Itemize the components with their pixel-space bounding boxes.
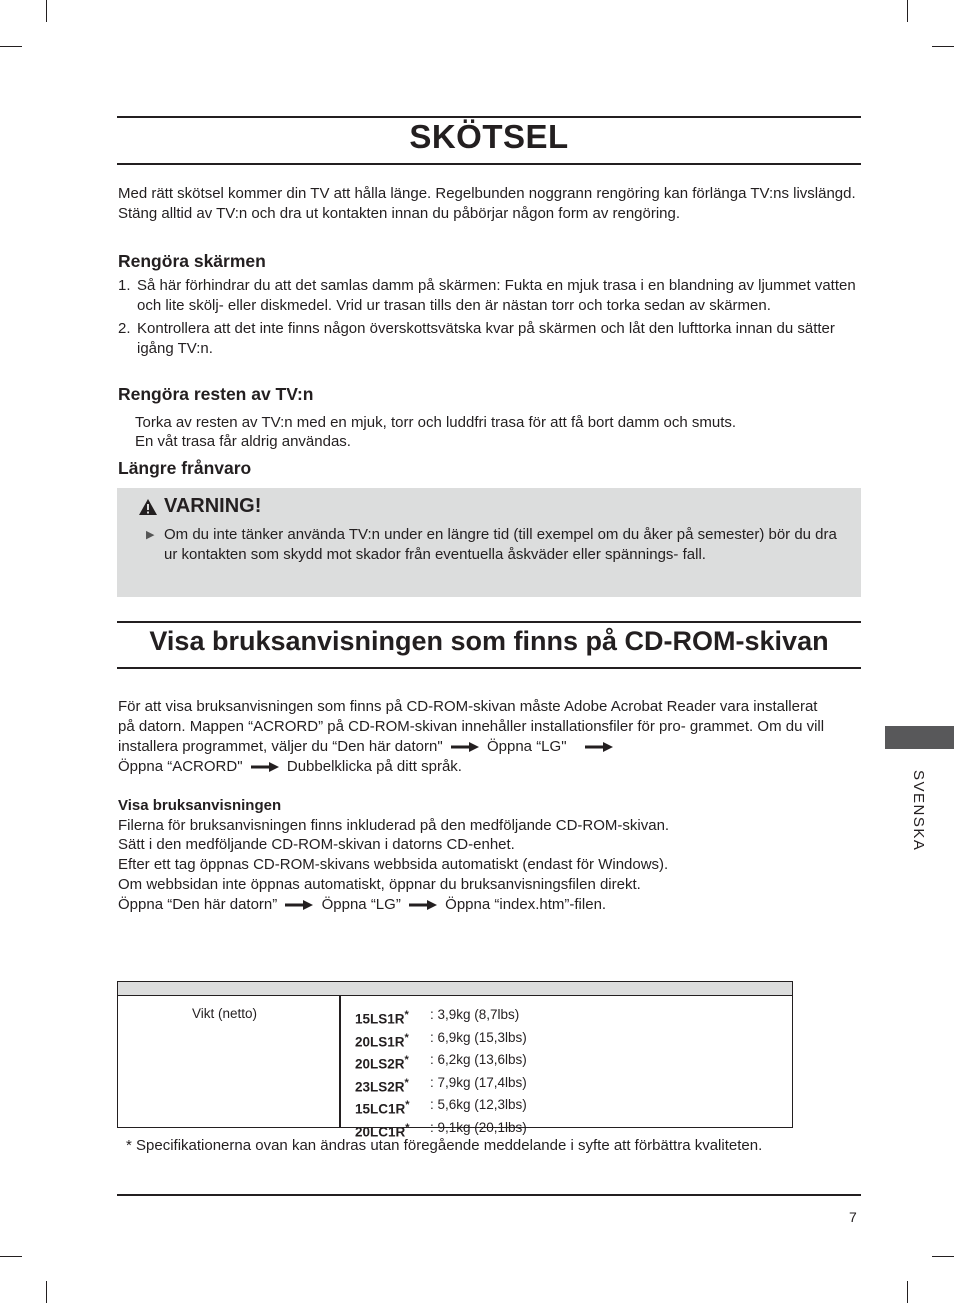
spec-value: : 3,9kg (8,7lbs)	[430, 1007, 520, 1022]
page-number: 7	[849, 1209, 857, 1225]
list-item-number: 1.	[118, 277, 131, 294]
crop-mark	[46, 1281, 47, 1303]
spec-model: 20LS2R*	[355, 1054, 409, 1072]
manual-path	[118, 895, 606, 915]
cdrom-install-paragraph	[118, 697, 838, 777]
install-text: För att visa bruksanvisningen som finns på CD-ROM-skivan måste Adobe Acrobat Reader vara installerat på datorn. Mappen “ACRORD” på CD-ROM-skivan innehåller installationsfiler för pro- grammet. Om du vill installera programmet, väljer du “Den här datorn"	[118, 698, 825, 755]
screen-steps-list	[118, 276, 863, 362]
list-item-text: Kontrollera att det inte finns någon överskottsvätska kvar på skärmen och låt den lufttorka innan du sätter igång TV:n.	[137, 320, 835, 357]
list-item	[118, 319, 863, 359]
crop-mark	[46, 0, 47, 22]
absence-heading: Längre frånvaro	[118, 458, 252, 478]
crop-mark	[907, 0, 908, 22]
spec-rows	[355, 1006, 527, 1141]
footer-rule	[117, 1194, 861, 1196]
manual-line: Sätt i den medföljande CD-ROM-skivan i datorns CD-enhet.	[118, 836, 515, 853]
arrow-right-icon	[409, 900, 437, 910]
spec-table	[117, 981, 793, 1139]
spec-model: 23LS2R*	[355, 1076, 409, 1094]
crop-mark	[0, 46, 22, 47]
spec-value: : 6,2kg (13,6lbs)	[430, 1052, 527, 1067]
path-step: Öppna “LG”	[321, 896, 401, 913]
list-item-number: 2.	[118, 320, 131, 337]
rest-line-2: En våt trasa får aldrig användas.	[135, 433, 351, 450]
list-item-text: Så här förhindrar du att det samlas damm på skärmen: Fukta en mjuk trasa i en blandning av ljummet vatten och lite skölj- eller diskmedel. Vrid ur trasan tills den är nästan torr och torka sedan av skärmen.	[137, 277, 856, 314]
path-step: Öppna “Den här datorn”	[118, 896, 278, 913]
spec-footnote: * Specifikationerna ovan kan ändras utan föregående meddelande i syfte att förbättra kvaliteten.	[126, 1137, 763, 1154]
table-row	[355, 1096, 527, 1119]
bullet-triangle-icon: ▶	[146, 529, 155, 541]
spec-table-divider	[339, 995, 341, 1127]
spec-label: Vikt (netto)	[192, 1006, 258, 1021]
crop-mark	[0, 1256, 22, 1257]
list-item	[118, 276, 863, 316]
table-row	[355, 1006, 527, 1029]
language-label: SVENSKA	[910, 770, 927, 852]
screen-heading: Rengöra skärmen	[118, 251, 266, 271]
spec-value: : 7,9kg (17,4lbs)	[430, 1074, 527, 1090]
table-row	[355, 1074, 527, 1097]
cdrom-top-rule	[117, 621, 861, 623]
warning-title-text: VARNING!	[164, 495, 262, 517]
manual-line: Efter ett tag öppnas CD-ROM-skivans webbsida automatiskt (endast för Windows).	[118, 856, 669, 873]
warning-triangle-icon	[138, 498, 158, 516]
spec-model: 20LS1R*	[355, 1031, 409, 1049]
warning-text: Om du inte tänker använda TV:n under en längre tid (till exempel om du åker på semester) bör du dra ur kontakten som skydd mot skador från eventuella åskväder eller spännings- fall.	[164, 526, 837, 563]
title-bottom-rule	[117, 163, 861, 165]
arrow-right-icon	[285, 900, 313, 910]
spec-model: 20LC1R*	[355, 1121, 410, 1139]
path-step: Öppna “index.htm”-filen.	[445, 896, 607, 913]
arrow-right-icon	[251, 762, 279, 772]
spec-model: 15LC1R*	[355, 1099, 410, 1117]
spec-value: : 5,6kg (12,3lbs)	[430, 1097, 527, 1112]
arrow-right-icon	[451, 742, 479, 752]
install-step-acrord: Öppna “ACRORD"	[118, 758, 243, 775]
table-row	[355, 1029, 527, 1052]
rest-line-1: Torka av resten av TV:n med en mjuk, torr och luddfri trasa för att få bort damm och smuts.	[135, 414, 737, 431]
spec-value: : 6,9kg (15,3lbs)	[430, 1029, 527, 1045]
rest-heading: Rengöra resten av TV:n	[118, 384, 314, 404]
language-tab-bar	[885, 726, 954, 749]
page-title: SKÖTSEL	[409, 118, 569, 155]
crop-mark	[932, 46, 954, 47]
install-step-lg: Öppna “LG"	[486, 738, 567, 755]
table-row	[355, 1051, 527, 1074]
crop-mark	[907, 1281, 908, 1303]
manual-subheading: Visa bruksanvisningen	[118, 797, 282, 814]
cdrom-heading: Visa bruksanvisningen som finns på CD-ROM-skivan	[149, 626, 829, 656]
spec-value: : 9,1kg (20,1lbs)	[430, 1119, 527, 1135]
manual-line: Filerna för bruksanvisningen finns inkluderad på den medföljande CD-ROM-skivan.	[118, 817, 670, 834]
arrow-right-icon	[585, 742, 613, 752]
intro-paragraph: Med rätt skötsel kommer din TV att hålla länge. Regelbunden noggrann rengöring kan förlänga TV:ns livslängd. Stäng alltid av TV:n och dra ut kontakten innan du påbörjar någon form av rengöring.	[118, 185, 856, 222]
spec-model: 15LS1R*	[355, 1009, 409, 1027]
warning-title	[138, 495, 261, 518]
spec-table-header	[118, 982, 792, 996]
install-step-language: Dubbelklicka på ditt språk.	[286, 758, 462, 775]
crop-mark	[932, 1256, 954, 1257]
cdrom-bottom-rule	[117, 667, 861, 669]
manual-line: Om webbsidan inte öppnas automatiskt, öppnar du bruksanvisningsfilen direkt.	[118, 876, 641, 893]
